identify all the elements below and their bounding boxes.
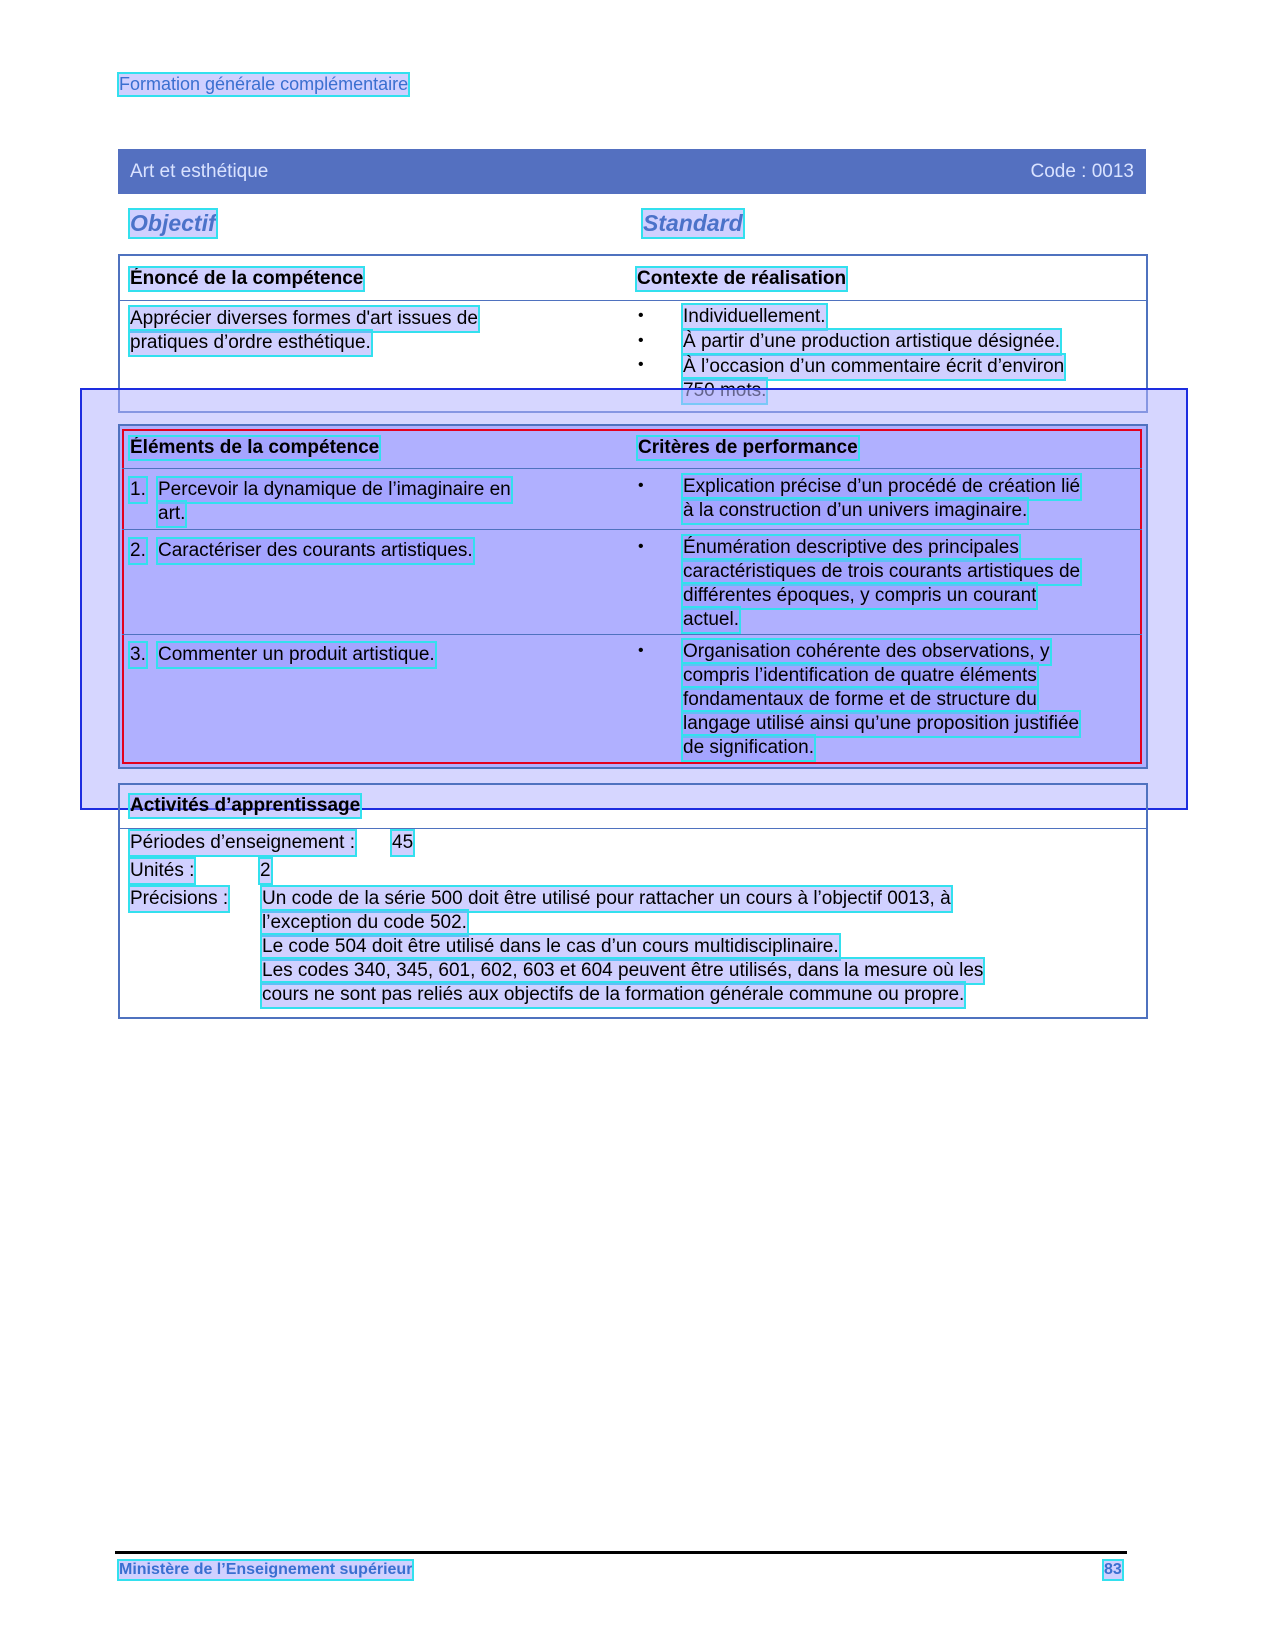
periods-label: Périodes d’enseignement : [130,832,355,853]
criteria-line: compris l’identification de quatre éléments [683,665,1037,686]
precisions-line: l’exception du code 502. [262,912,467,933]
footer-ministry: Ministère de l’Enseignement supérieur [119,1561,413,1578]
context-header: Contexte de réalisation [637,268,847,289]
element-number: 3. [130,644,146,665]
precisions-line: Les codes 340, 345, 601, 602, 603 et 604 peuvent être utilisés, dans la mesure où les [262,960,984,981]
elements-header: Éléments de la compétence [130,437,380,458]
element-number: 2. [130,540,146,561]
units-label: Unités : [130,860,195,881]
statement-line: Apprécier diverses formes d'art issues de [130,308,478,329]
standard-heading: Standard [643,210,743,236]
element-line: Commenter un produit artistique. [158,644,435,665]
divider [122,529,1142,530]
course-title: Art et esthétique [130,161,269,182]
element-number: 1. [130,479,146,500]
criteria-line: Organisation cohérente des observations, y [683,641,1050,662]
bullet-icon: • [638,642,644,659]
divider [122,634,1142,635]
criteria-line: à la construction d’un univers imaginaire. [683,500,1028,521]
element-line: Caractériser des courants artistiques. [158,540,473,561]
bullet-icon: • [638,356,644,373]
criteria-line: Explication précise d’un procédé de création lié [683,476,1081,497]
criteria-line: langage utilisé ainsi qu’une proposition justifiée [683,713,1080,734]
divider [122,468,1142,469]
context-item: Individuellement. [683,306,826,327]
criteria-line: Énumération descriptive des principales [683,537,1019,558]
criteria-header: Critères de performance [638,437,858,458]
course-code: Code : 0013 [1030,161,1134,182]
bullet-icon: • [638,332,644,349]
criteria-line: caractéristiques de trois courants artistiques de [683,561,1081,582]
activities-header: Activités d’apprentissage [130,795,361,816]
divider [120,828,1146,829]
objective-heading: Objectif [130,210,216,236]
precisions-line: Un code de la série 500 doit être utilisé pour rattacher un cours à l’objectif 0013, à [262,888,951,909]
precisions-label: Précisions : [130,888,229,909]
bullet-icon: • [638,307,644,324]
page-number: 83 [1104,1561,1122,1578]
criteria-line: actuel. [683,609,739,630]
precisions-line: Le code 504 doit être utilisé dans le cas d’un cours multidisciplinaire. [262,936,839,957]
periods-value: 45 [392,832,414,853]
context-item: À partir d’une production artistique désignée. [683,331,1061,352]
bullet-icon: • [638,538,644,555]
element-line: Percevoir la dynamique de l’imaginaire en [158,479,511,500]
precisions-line: cours ne sont pas reliés aux objectifs de la formation générale commune ou propre. [262,984,965,1005]
criteria-line: de signification. [683,737,814,758]
footer-rule [115,1551,1127,1554]
context-item: À l’occasion d’un commentaire écrit d’environ [683,356,1065,377]
criteria-line: fondamentaux de forme et de structure du [683,689,1037,710]
running-header: Formation générale complémentaire [119,74,409,94]
criteria-line: différentes époques, y compris un courant [683,585,1037,606]
statement-line: pratiques d’ordre esthétique. [130,332,371,353]
units-value: 2 [260,860,271,881]
statement-header: Énoncé de la compétence [130,268,364,289]
divider [120,300,1146,301]
element-line: art. [158,503,186,524]
bullet-icon: • [638,477,644,494]
title-bar [118,149,1146,194]
